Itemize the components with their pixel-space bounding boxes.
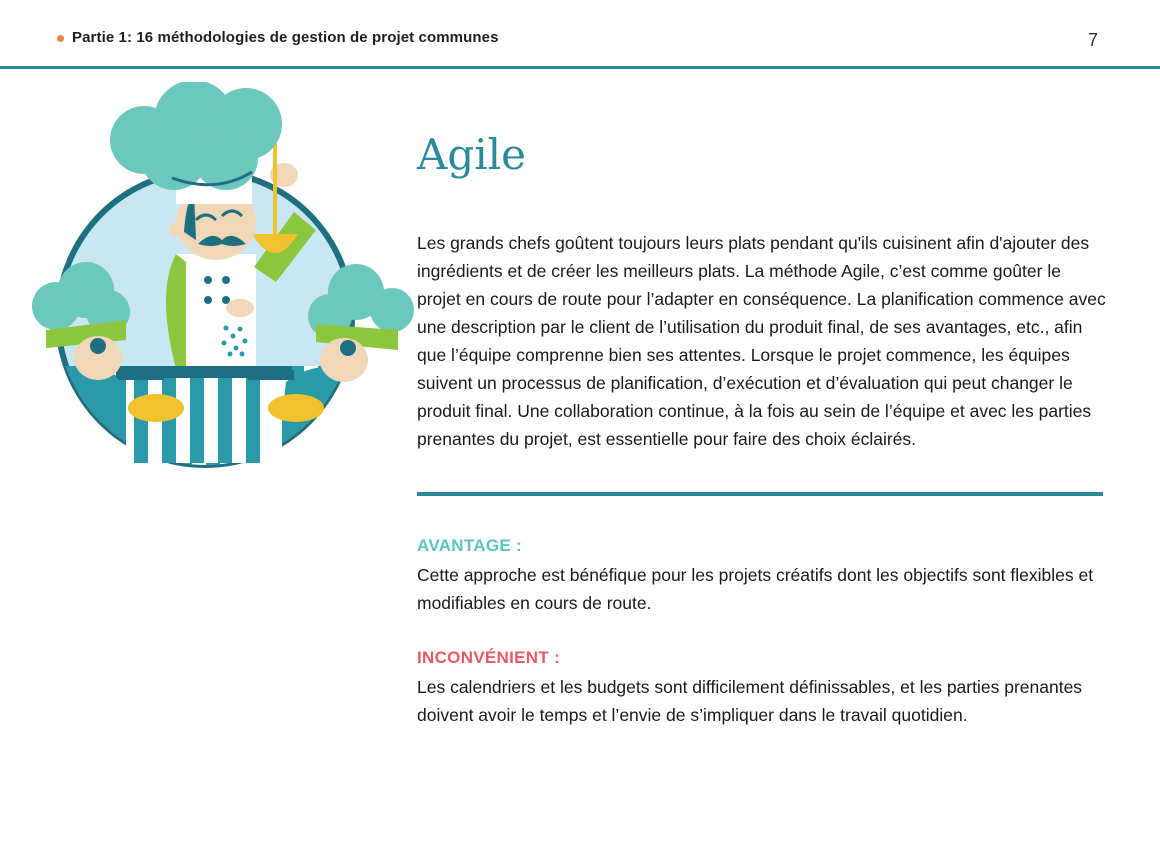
intro-paragraph: Les grands chefs goûtent toujours leurs plats pendant qu'ils cuisinent afin d'ajouter des ingrédients et de créer les meilleurs plats. La méthode Agile, c’est comme goûter le projet en cours de route pour l’adapter en conséquence. La planification commence avec une description par le client de l’utilisation du produit final, de ses avantages, etc., afin que l’équipe comprenne bien ses attentes. Lorsque le projet commence, les équipes suivent un processus de planification, d’exécution et d’évaluation qui peut changer le produit final. Une collaboration continue, à la fois au sein de l’équipe et avec les parties prenantes du projet, est essentielle pour faire des choix éclairés. xyxy=(417,233,1106,449)
page-title: Agile xyxy=(417,130,526,179)
header-divider xyxy=(0,66,1160,69)
chef-tasting-soup-illustration xyxy=(26,82,418,474)
page-header xyxy=(0,0,1160,66)
advantage-heading: AVANTAGE : xyxy=(417,536,522,555)
disadvantage-heading: INCONVÉNIENT : xyxy=(417,648,561,667)
bullet-icon xyxy=(57,35,64,42)
disadvantage-text: Les calendriers et les budgets sont difficilement définissables, et les parties prenantes doivent avoir le temps et l’envie de s’impliquer dans le travail quotidien. xyxy=(417,677,1083,725)
section-divider xyxy=(417,492,1103,496)
section-title: Partie 1: 16 méthodologies de gestion de projet communes xyxy=(72,29,499,46)
page-number: 7 xyxy=(1088,30,1099,50)
advantage-text: Cette approche est bénéfique pour les projets créatifs dont les objectifs sont flexibles et modifiables en cours de route. xyxy=(417,565,1094,613)
